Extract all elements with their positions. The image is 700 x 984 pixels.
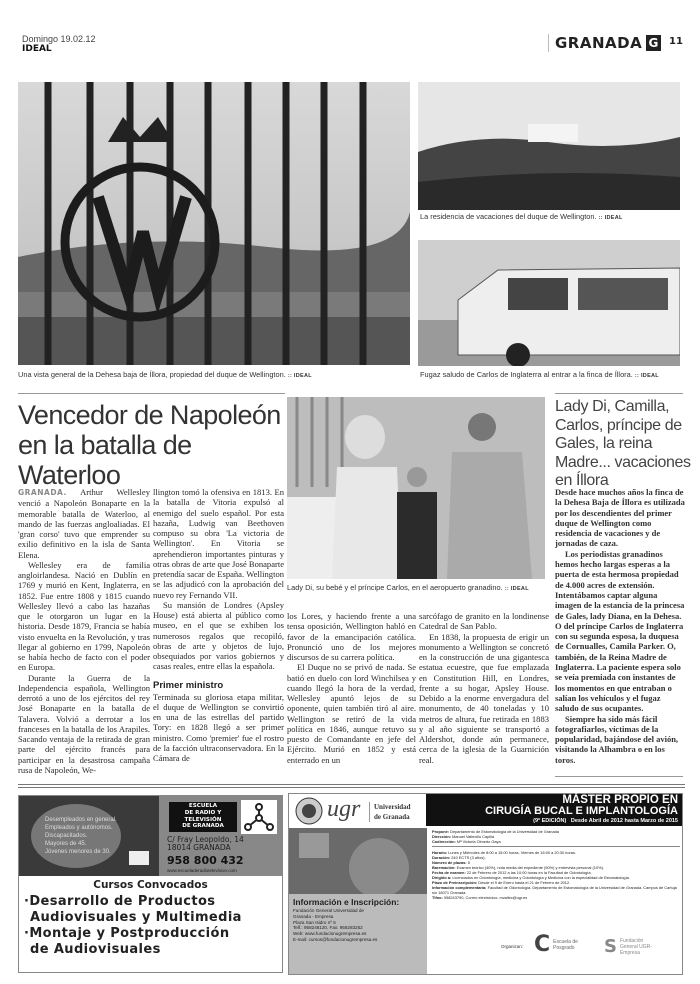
section-logo-icon: G bbox=[646, 35, 661, 51]
detail-label: Fecha de examen: bbox=[432, 870, 466, 875]
master-subtitle: CIRUGÍA BUCAL E IMPLANTOLOGÍA bbox=[485, 805, 678, 817]
org-name: Fundación General UGR-Empresa bbox=[619, 937, 652, 956]
registration-title: Información e Inscripción: bbox=[293, 897, 400, 907]
article-subhead: Primer ministro bbox=[153, 679, 224, 691]
course-item: de Audiovisuales bbox=[30, 942, 161, 957]
photo-caption-lady-di bbox=[287, 583, 529, 592]
paragraph: Durante la Guerra de la Independencia española, Wellington derrotó a uno de los ejércitos del rey José Bonaparte en la batalla de Talavera. Volvió a derrotar a los franceses en la batalla de los Arapiles. Sacando ventaja de la retirada de gran parte del ejército francés para participar en la desastrosa campaña rusa de Napoleón, We- bbox=[18, 672, 150, 775]
courses-list bbox=[24, 894, 242, 958]
school-name-line: TELEVISIÓN bbox=[184, 816, 222, 823]
caption-text: Una vista general de la Dehesa baja de Íllora, propiedad del duque de Wellington. bbox=[18, 370, 286, 379]
divider bbox=[18, 393, 285, 394]
eu-flag-icon bbox=[129, 851, 149, 865]
photo-dehesa-gate bbox=[18, 82, 410, 365]
photo-car bbox=[418, 240, 680, 366]
lady-di-image bbox=[287, 397, 545, 579]
school-name-line: DE RADIO Y bbox=[184, 809, 222, 816]
divider bbox=[555, 776, 683, 777]
organizers-label: Organizan: bbox=[501, 944, 524, 949]
city-line: 18014 GRANADA bbox=[167, 843, 231, 852]
issue-date: Domingo 19.02.12 bbox=[22, 34, 96, 44]
residence-image bbox=[418, 82, 680, 210]
course-item: ·Desarrollo de Productos bbox=[24, 894, 216, 909]
detail-label: Dirección: bbox=[432, 834, 452, 839]
newspaper-name: IDEAL bbox=[22, 44, 52, 54]
fundacion-logo-icon: S bbox=[604, 936, 617, 957]
eligibility-item: Jóvenes menores de 30. bbox=[45, 849, 111, 855]
detail-label: Plazo de Preinscripción: bbox=[432, 880, 478, 885]
car-image bbox=[418, 240, 680, 366]
detail-label: Horario: bbox=[432, 850, 448, 855]
info-line: Granada - Empresa bbox=[293, 913, 334, 919]
university-name bbox=[369, 802, 411, 822]
article-headline: Vencedor de Napoleón en la batalla de Waterloo bbox=[18, 400, 281, 490]
school-name-line: DE GRANADA bbox=[182, 823, 224, 830]
detail-row bbox=[432, 839, 680, 844]
sidebar-body bbox=[555, 487, 685, 765]
detail-value: Lunes y Miércoles de 8:00 a 15:00 horas, Viernes de 16:00 a 20:30 horas. bbox=[448, 850, 576, 855]
page-number: 11 bbox=[669, 36, 683, 47]
school-website[interactable]: www.escueladeradiotelevision.com bbox=[167, 868, 237, 873]
info-line[interactable]: E-mail: cursos@fundacionugrempresa.es bbox=[293, 936, 378, 942]
gate-image bbox=[18, 82, 410, 365]
eligibility-item: Empleados y autónomos. bbox=[45, 825, 113, 831]
paragraph: sarcófago de granito en la londinense Catedral de San Pablo. bbox=[419, 611, 549, 632]
article-column-3 bbox=[287, 611, 416, 765]
info-line[interactable]: Web: www.fundacionugrempresa.es bbox=[293, 931, 367, 937]
detail-label: Información complementaria: bbox=[432, 885, 487, 890]
detail-value: Departamento de Estomatología de la Universidad de Granada bbox=[450, 829, 559, 834]
org-fundacion bbox=[604, 936, 660, 957]
posgrado-logo-icon: C bbox=[534, 932, 551, 957]
master-edition: (9ª EDICIÓN) Desde Abril de 2012 hasta Marzo de 2015 bbox=[533, 818, 678, 824]
detail-value: Manuel Vallecillo Capilla bbox=[452, 834, 495, 839]
divider bbox=[555, 393, 683, 394]
detail-value: Facultad de Odontología. Departamento de Estomatología de la Universidad de Granada. Campus de Cartuja s/n 18071 Granada. bbox=[432, 885, 677, 895]
school-logo bbox=[169, 802, 237, 832]
paragraph: Su mansión de Londres (Apsley House) está abierta al público como museo, en el que se exhiben los numerosos regalos que recopiló, obras de arte y objetos de lujo, obsequiados por varios gobiernos y casas reales, entre ellas la española. bbox=[153, 599, 284, 672]
course-item: Audiovisuales y Multimedia bbox=[30, 910, 242, 925]
paragraph: Los periodistas granadinos hemos hecho largas esperas a la puerta de esta hermosa propiedad de 4.000 acres de extensión. Intentábamos captar alguna imagen de la estancia de la princesa de Gales, lady Diana, en la Dehesa. O del príncipe Carlos de Inglaterra con su segunda esposa, la duquesa de Cornualles, Camila Parker. O, también, de la Reina Madre de Inglaterra. La paciente espera solo se veía premiada con instantes de los momentos en que entraban o salían los vehículos y el fugaz saludo de sus ocupantes. bbox=[555, 548, 685, 714]
paragraph: Arthur Wellesley venció a Napoleón Bonaparte en la memorable batalla de Waterloo, al mando de las fuerzas angloaliadas. El 'gran corso' tuvo que emprender su exilio definitivo en la isla de Santa Elena. bbox=[18, 487, 150, 560]
detail-value: 5 bbox=[467, 860, 470, 865]
detail-label: Codirección: bbox=[432, 839, 456, 844]
paragraph: llington tomó la ofensiva en 1813. En la batalla de Vitoria expulsó al enemigo del suelo español. Por esta hazaña, Ludwig van Beethoven compuso su obra 'La victoria de Wellington'. En Vitoria se aprehendieron importantes pinturas y otras obras de arte que José Bonaparte pretendía sacar de España. Wellington se las adjudicó con la aprobación del nuevo rey Fernando VII. bbox=[153, 487, 285, 600]
detail-label: Propone: bbox=[432, 829, 450, 834]
detail-row bbox=[432, 895, 680, 900]
school-address bbox=[167, 836, 244, 852]
eligibility-item: Mayores de 45. bbox=[45, 841, 87, 847]
school-phone: 958 800 432 bbox=[167, 854, 244, 867]
section-name: GRANADA bbox=[555, 34, 643, 52]
org-name: Escuela de Posgrado bbox=[553, 939, 578, 951]
section-header bbox=[548, 34, 661, 52]
school-name-line: ESCUELA bbox=[188, 803, 218, 809]
master-details-list bbox=[432, 850, 680, 900]
article-column-2 bbox=[153, 487, 284, 763]
surgery-photo bbox=[289, 828, 427, 894]
info-line: Telf.: 958246120, Fax: 958283252 bbox=[293, 925, 363, 931]
eligibility-item: Discapacitados. bbox=[45, 833, 88, 839]
master-details-top bbox=[432, 829, 680, 847]
caption-text: La residencia de vacaciones del duque de Wellington. bbox=[420, 212, 597, 221]
registration-info bbox=[289, 894, 427, 974]
university-name-line: Universidad bbox=[374, 803, 411, 811]
detail-label: Dirigido a: bbox=[432, 875, 452, 880]
paragraph: Desde hace muchos años la finca de la Dehesa Baja de Íllora es utilizada por los descendientes del primer duque de Wellington como residencia de vacaciones y de jornadas de caza. bbox=[555, 487, 685, 549]
paragraph: Wellesley era de familia angloirlandesa. Nació en Dublín en 1769 y murió en Kent, Inglaterra, en 1852. Fue entre 1808 y 1815 cuando Wellesley llevó a cabo las hazañas que le otorgaron un lugar en la historia. Desde 1879, Francia se había visto envuelta en la Revolución, y tras llegar al gobierno en 1799, Napoleón se había hecho de facto con el poder en Europa. bbox=[18, 559, 150, 673]
org-escuela-posgrado bbox=[534, 934, 581, 956]
address-line: C/ Fray Leopoldo, 14 bbox=[167, 835, 244, 844]
detail-row bbox=[432, 885, 680, 895]
molecule-icon bbox=[241, 800, 277, 834]
photo-credit: :: IDEAL bbox=[504, 586, 529, 592]
caption-text: Fugaz saludo de Carlos de Inglaterra al entrar a la finca de Íllora. bbox=[420, 370, 633, 379]
detail-value: Desde el 9 de Enero hasta el 21 de Febrero de 2012. bbox=[478, 880, 571, 885]
eligibility-item: Desempleados en general. bbox=[45, 817, 117, 823]
detail-value: 240 ECTS (3 años). bbox=[451, 855, 486, 860]
info-line: Plaza San Isidro nº 5 bbox=[293, 919, 336, 925]
ad-master-oral-surgery[interactable] bbox=[288, 793, 683, 975]
paragraph: Terminada su gloriosa etapa militar, el duque de Wellington se convirtió en una de las estrellas del partido Tory: en 1828 llegó a ser primer ministro. Como 'premier' fue el rostro de la facción ultraconservadora. En la Cámara de bbox=[153, 691, 284, 763]
detail-label: Baremación: bbox=[432, 865, 456, 870]
eligibility-bubble bbox=[31, 804, 121, 868]
detail-value: Mª Victoria Olmedo Gaya bbox=[456, 839, 501, 844]
university-name-line: de Granada bbox=[374, 813, 410, 821]
photo-credit: :: IDEAL bbox=[634, 373, 659, 379]
photo-caption-car bbox=[420, 370, 659, 379]
photo-caption-main bbox=[18, 370, 312, 379]
info-line: Fundación General Universidad de bbox=[293, 908, 364, 913]
detail-label: Tlfno: bbox=[432, 895, 443, 900]
university-seal-icon bbox=[295, 797, 323, 825]
detail-value: Licenciados en Odontología, medicina y Odontología y Medicina con la especialidad de Estomatología. bbox=[452, 875, 630, 880]
dateline: GRANADA. bbox=[18, 488, 67, 497]
photo-lady-di bbox=[287, 397, 545, 579]
paragraph: En 1838, la propuesta de erigir un monumento a Wellington se concretó en la construcción de una gigantesca estatua ecuestre, que fue emplazada en Constitution Hill, en Londres, frente a su hogar, Apsley House. Debido a la enorme envergadura del monumento, de 40 toneladas y 10 metros de altura, fue retirada en 1883 y al año siguiente se transportó a Aldershot, donde aún permanece, cerca de la iglesia de la Guarnición real. bbox=[419, 631, 549, 765]
ugr-logo: ugr bbox=[327, 796, 361, 822]
photo-caption-residence bbox=[420, 212, 623, 221]
master-details bbox=[432, 829, 680, 900]
detail-value: 958243790, Correo electrónico: mvallec@ugr.es bbox=[443, 895, 528, 900]
ads-divider bbox=[18, 784, 685, 788]
paragraph: El Duque no se privó de nada. Se batió en duelo con lord Winchilsea y cuando llegó la hora de la verdad, Wellesley apuntó lejos de su oponente, quien también tiró al aire. Wellington se retiró de la vida política en 1846, aunque retuvo su puesto de Comandante en jefe del Ejército. Murió en 1852 y está enterrado en un bbox=[287, 662, 416, 765]
sidebar-title: Lady Di, Camilla, Carlos, príncipe de Gales, la reina Madre... vacaciones en Íllora bbox=[555, 398, 691, 489]
article-column-1 bbox=[18, 487, 150, 775]
detail-label: Duración: bbox=[432, 855, 451, 860]
article-column-4 bbox=[419, 611, 549, 765]
detail-value: 22 de Febrero de 2012 a las 10:00 horas en la Facultad de Odontología. bbox=[466, 870, 592, 875]
paragraph: Siempre ha sido más fácil fotografiarlos, víctimas de la popularidad, bajándose del avión, visitando la Alhambra o en los toros. bbox=[555, 713, 679, 765]
paragraph: los Lores, y haciendo frente a una tensa oposición, Wellington habló en favor de la emancipación católica. Pronunció uno de los mejores discursos de su carrera política. bbox=[287, 611, 416, 662]
caption-text: Lady Di, su bebé y el príncipe Carlos, en el aeropuerto granadino. bbox=[287, 583, 503, 592]
detail-value: Examen teórico (40%), nota media del expediente (50%) y entrevista personal (10%). bbox=[456, 865, 604, 870]
master-title-banner bbox=[426, 794, 682, 826]
photo-credit: :: IDEAL bbox=[598, 215, 623, 221]
ad-radio-television-school[interactable] bbox=[18, 795, 283, 973]
master-title: MÁSTER PROPIO EN bbox=[562, 794, 678, 806]
detail-label: Número de plazas: bbox=[432, 860, 467, 865]
photo-credit: :: IDEAL bbox=[287, 373, 312, 379]
photo-residence bbox=[418, 82, 680, 210]
courses-heading: Cursos Convocados bbox=[93, 879, 208, 891]
course-item: ·Montaje y Postproducción bbox=[24, 926, 230, 941]
